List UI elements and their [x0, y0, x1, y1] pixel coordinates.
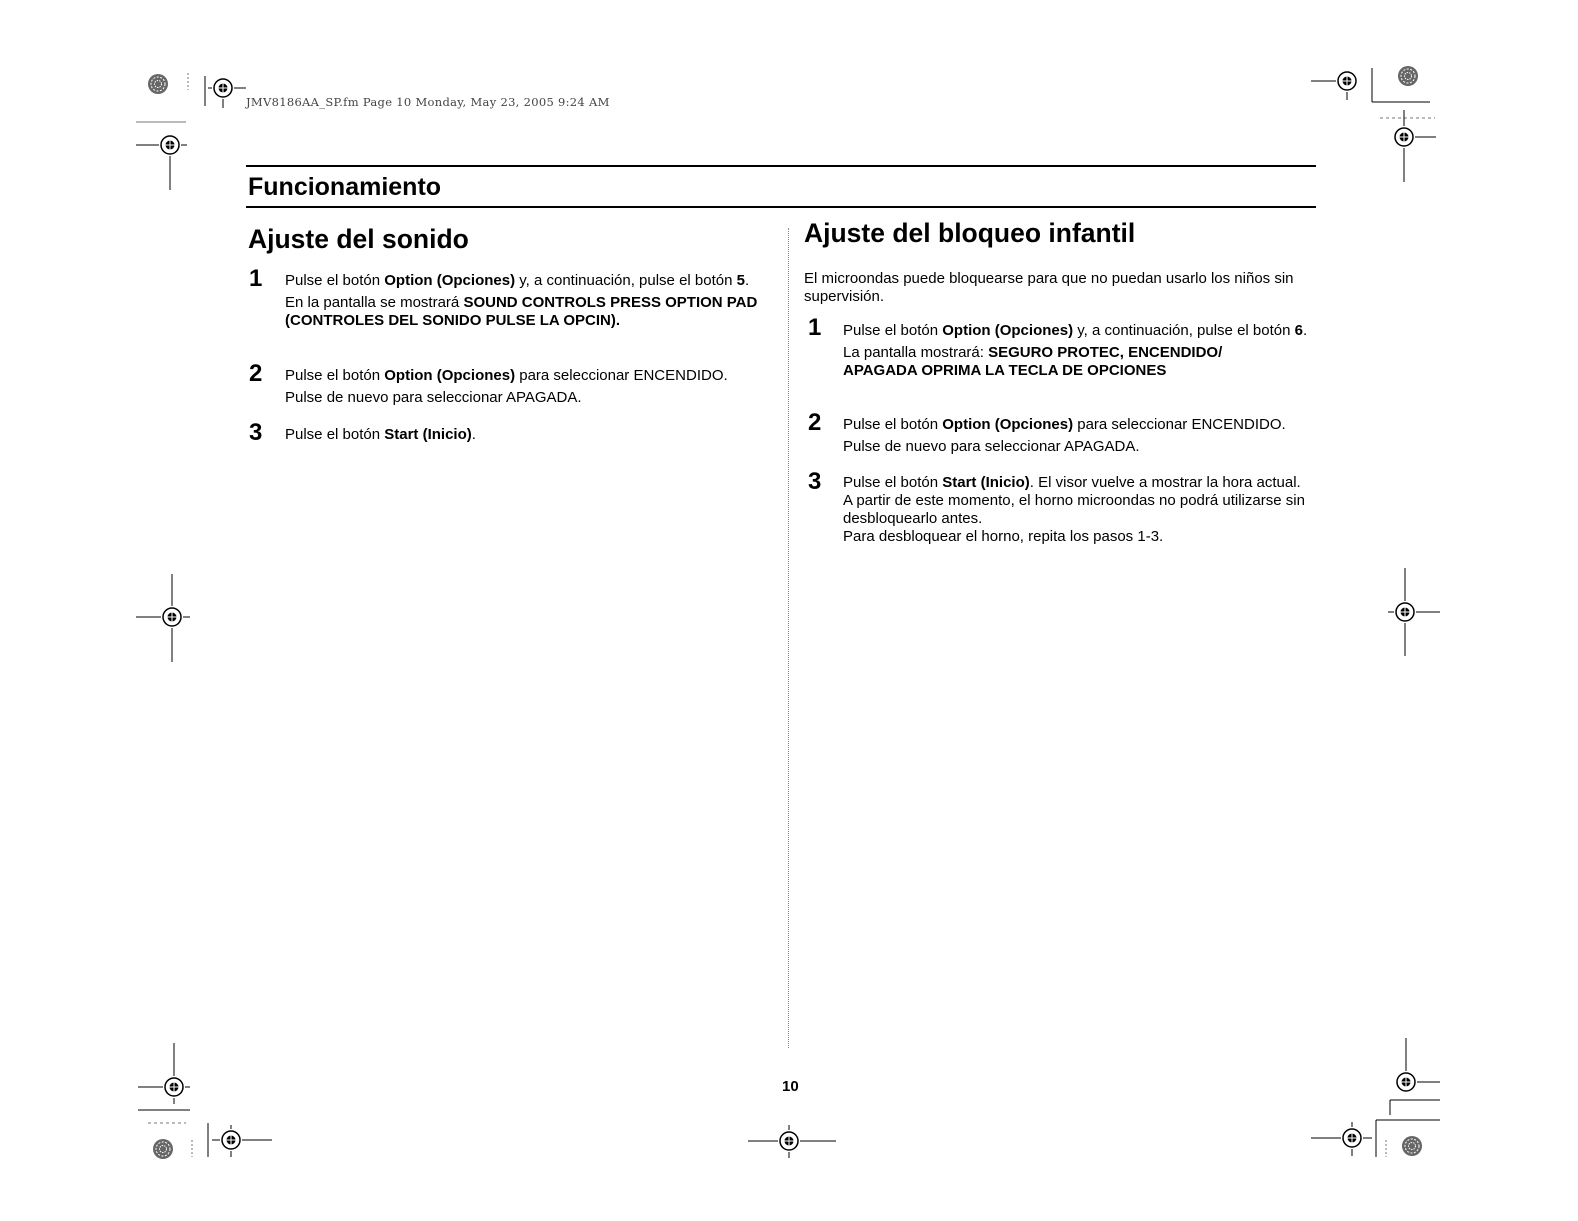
- text: . El visor vuelve a mostrar la hora actual.: [1029, 474, 1301, 491]
- left-heading: Ajuste del sonido: [248, 224, 469, 254]
- left-step-1-display: [285, 294, 771, 330]
- button-number: 6: [1294, 322, 1303, 339]
- text: En la pantalla se mostrará: [285, 294, 464, 311]
- option-button-label: Option (Opciones): [384, 367, 516, 384]
- text: .: [744, 272, 750, 289]
- left-step-1-text: [285, 272, 771, 290]
- text: Pulse el botón: [285, 426, 385, 443]
- left-step-2-text: [285, 367, 781, 385]
- left-step-3-text: [285, 426, 771, 444]
- column-divider: [788, 228, 789, 1048]
- left-step-1: [285, 272, 771, 330]
- display-message: SEGURO PROTEC, ENCENDIDO/ APAGADA OPRIMA LA TECLA DE OPCIONES: [843, 344, 1223, 379]
- option-button-label: Option (Opciones): [942, 416, 1074, 433]
- left-step-2: [285, 367, 781, 407]
- right-step-3-text-2: A partir de este momento, el horno microondas no podrá utilizarse sin desbloquearlo antes.: [843, 492, 1305, 527]
- page-number: 10: [782, 1078, 799, 1095]
- display-message: SOUND CONTROLS PRESS OPTION PAD (CONTROLES DEL SONIDO PULSE LA OPCIN).: [285, 294, 758, 329]
- left-step-2-number: 2: [249, 360, 263, 387]
- option-button-label: Option (Opciones): [384, 272, 516, 289]
- right-step-2-number: 2: [808, 409, 822, 436]
- right-step-3-text-3: Para desbloquear el horno, repita los pasos 1-3.: [843, 528, 1164, 545]
- right-step-3-number: 3: [808, 468, 822, 495]
- left-step-1-number: 1: [249, 265, 263, 292]
- option-button-label: Option (Opciones): [942, 322, 1074, 339]
- text: y, a continuación, pulse el botón: [1073, 322, 1295, 339]
- right-step-1: [843, 322, 1331, 380]
- file-info-slug: JMV8186AA_SP.fm Page 10 Monday, May 23, 2005 9:24 AM: [246, 95, 610, 109]
- right-step-1-number: 1: [808, 314, 822, 341]
- text: .: [1302, 322, 1308, 339]
- right-step-1-text: [843, 322, 1331, 340]
- right-step-3-text: [843, 474, 1303, 492]
- button-number: 5: [736, 272, 745, 289]
- right-heading: Ajuste del bloqueo infantil: [804, 218, 1136, 248]
- left-step-3: [285, 426, 771, 444]
- text: para seleccionar ENCENDIDO.: [515, 367, 728, 384]
- left-step-2-text-2: Pulse de nuevo para seleccionar APAGADA.: [285, 389, 582, 406]
- text: La pantalla mostrará:: [843, 344, 989, 361]
- right-step-2-text: [843, 416, 1339, 434]
- start-button-label: Start (Inicio): [384, 426, 472, 443]
- left-step-3-number: 3: [249, 419, 263, 446]
- right-intro: [804, 270, 1324, 306]
- right-intro-text: El microondas puede bloquearse para que no puedan usarlo los niños sin supervisión.: [804, 270, 1294, 305]
- text: .: [471, 426, 476, 443]
- text: Pulse el botón: [843, 322, 943, 339]
- section-bottom-rule: [246, 206, 1316, 208]
- text: Pulse el botón: [285, 272, 385, 289]
- text: Pulse el botón: [843, 474, 943, 491]
- text: Pulse el botón: [843, 416, 943, 433]
- right-step-1-display: [843, 344, 1283, 380]
- start-button-label: Start (Inicio): [942, 474, 1030, 491]
- right-step-2-text-2: Pulse de nuevo para seleccionar APAGADA.: [843, 438, 1140, 455]
- text: y, a continuación, pulse el botón: [515, 272, 737, 289]
- right-step-2: [843, 416, 1339, 456]
- section-title: Funcionamiento: [248, 173, 442, 201]
- text: para seleccionar ENCENDIDO.: [1073, 416, 1286, 433]
- section-top-rule: [246, 165, 1316, 167]
- text: Pulse el botón: [285, 367, 385, 384]
- right-step-3: [843, 474, 1331, 546]
